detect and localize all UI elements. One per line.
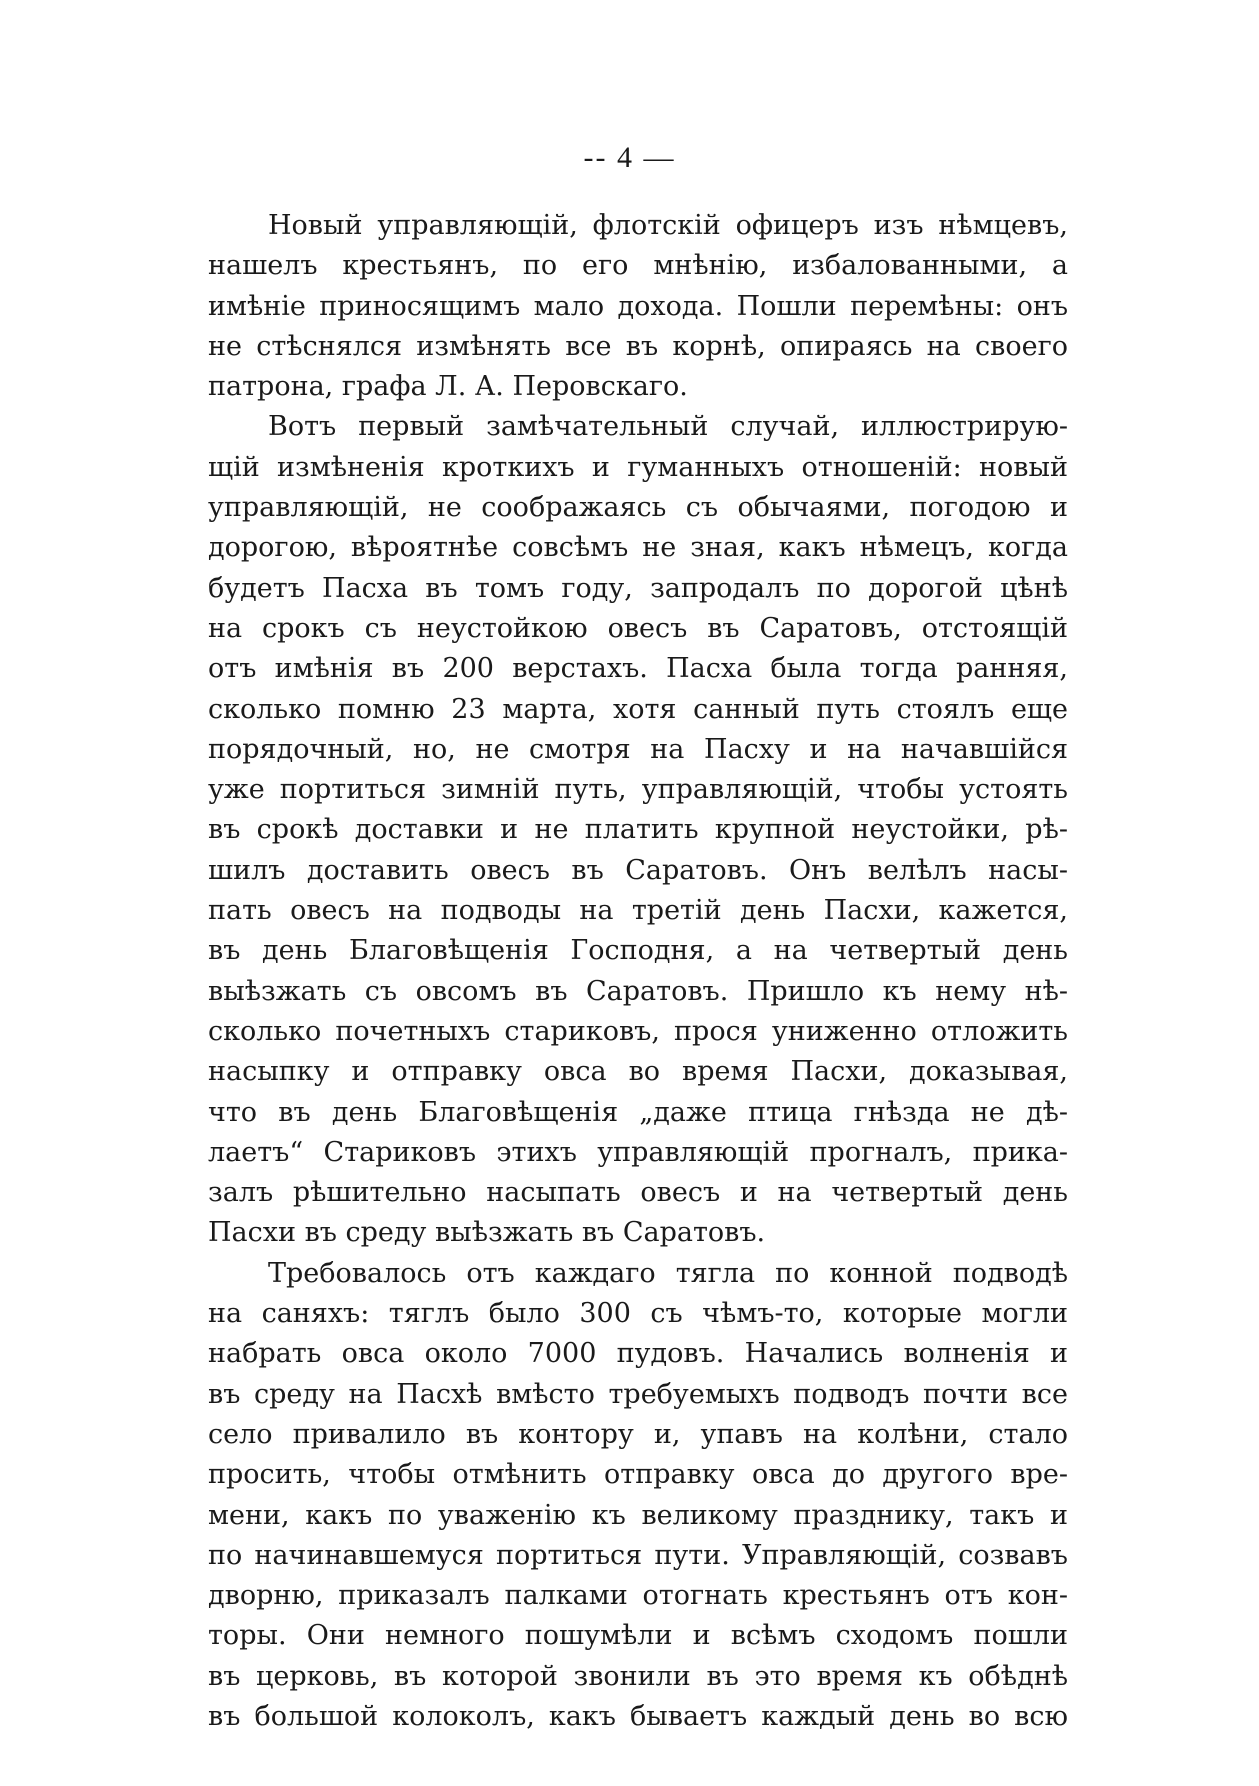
text-line: Вотъ первый замѣчательный случай, иллюстрирую-: [268, 411, 1068, 443]
text-line: шилъ доставить овесъ въ Саратовъ. Онъ велѣлъ насы-: [208, 854, 1068, 886]
text-line: Новый управляющій, флотскій офицеръ изъ нѣмцевъ,: [268, 210, 1068, 241]
text-line: торы. Они немного пошумѣли и всѣмъ сходомъ пошли: [208, 1620, 1068, 1652]
text-line: на срокъ съ неустойкою овесъ въ Саратовъ, отстоящій: [208, 612, 1068, 644]
text-line: патрона, графа Л. А. Перовскаго.: [208, 371, 688, 403]
text-line: сколько помню 23 марта, хотя санный путь стоялъ еще: [208, 693, 1068, 725]
text-line: въ среду на Пасхѣ вмѣсто требуемыхъ подводъ почти все: [208, 1378, 1068, 1410]
text-line: набрать овса около 7000 пудовъ. Начались волненія и: [208, 1338, 1068, 1370]
text-line: въ срокѣ доставки и не платить крупной неустойки, рѣ-: [208, 814, 1068, 846]
text-line: отъ имѣнія въ 200 верстахъ. Пасха была тогда ранняя,: [208, 653, 1068, 685]
text-line: лаетъ“ Стариковъ этихъ управляющій прогналъ, прика-: [208, 1136, 1068, 1168]
text-line: что въ день Благовѣщенія „даже птица гнѣзда не дѣ-: [208, 1096, 1068, 1128]
text-line: залъ рѣшительно насыпать овесъ и на четвертый день: [208, 1177, 1068, 1209]
text-line: уже портиться зимній путь, управляющій, чтобы устоять: [208, 774, 1068, 806]
text-line: насыпку и отправку овса во время Пасхи, доказывая,: [208, 1056, 1068, 1088]
text-line: по начинавшемуся портиться пути. Управляющій, созвавъ: [208, 1539, 1068, 1571]
text-line: Пасхи въ среду выѣзжать въ Саратовъ.: [208, 1217, 766, 1249]
text-line: мени, какъ по уваженію къ великому празднику, такъ и: [208, 1499, 1068, 1531]
text-line: щій измѣненія кроткихъ и гуманныхъ отношеній: новый: [208, 451, 1068, 483]
text-line: село привалило въ контору и, упавъ на колѣни, стало: [208, 1418, 1068, 1450]
text-line: на саняхъ: тяглъ было 300 съ чѣмъ-то, которые могли: [208, 1298, 1068, 1330]
text-line: имѣніе приносящимъ мало дохода. Пошли перемѣны: онъ: [208, 290, 1068, 322]
text-line: не стѣснялся измѣнять все въ корнѣ, опираясь на своего: [208, 330, 1068, 362]
text-line: дворню, приказалъ палками отогнать крестьянъ отъ кон-: [208, 1580, 1068, 1612]
text-line: управляющій, не соображаясь съ обычаями, погодою и: [208, 492, 1068, 524]
text-line: пать овесъ на подводы на третій день Пасхи, кажется,: [208, 895, 1068, 927]
text-line: выѣзжать съ овсомъ въ Саратовъ. Пришло къ нему нѣ-: [208, 975, 1068, 1007]
page-number: -- 4 —: [583, 141, 676, 174]
text-line: въ церковь, въ которой звонили въ это время къ обѣднѣ: [208, 1660, 1068, 1692]
text-line: нашелъ крестьянъ, по его мнѣнію, избалованными, а: [208, 250, 1068, 282]
text-line: порядочный, но, не смотря на Пасху и на начавшійся: [208, 733, 1068, 765]
text-line: сколько почетныхъ стариковъ, прося униженно отложить: [208, 1015, 1068, 1047]
text-line: дорогою, вѣроятнѣе совсѣмъ не зная, какъ нѣмецъ, когда: [208, 532, 1068, 564]
text-line: въ большой колоколъ, какъ бываетъ каждый день во всю: [208, 1700, 1068, 1732]
body-text: [208, 206, 1068, 1737]
text-line: въ день Благовѣщенія Господня, а на четвертый день: [208, 935, 1068, 967]
text-line: Требовалось отъ каждаго тягла по конной подводѣ: [268, 1257, 1068, 1289]
text-line: будетъ Пасха въ томъ году, запродалъ по дорогой цѣнѣ: [208, 572, 1068, 604]
text-line: просить, чтобы отмѣнить отправку овса до другого вре-: [208, 1459, 1068, 1491]
